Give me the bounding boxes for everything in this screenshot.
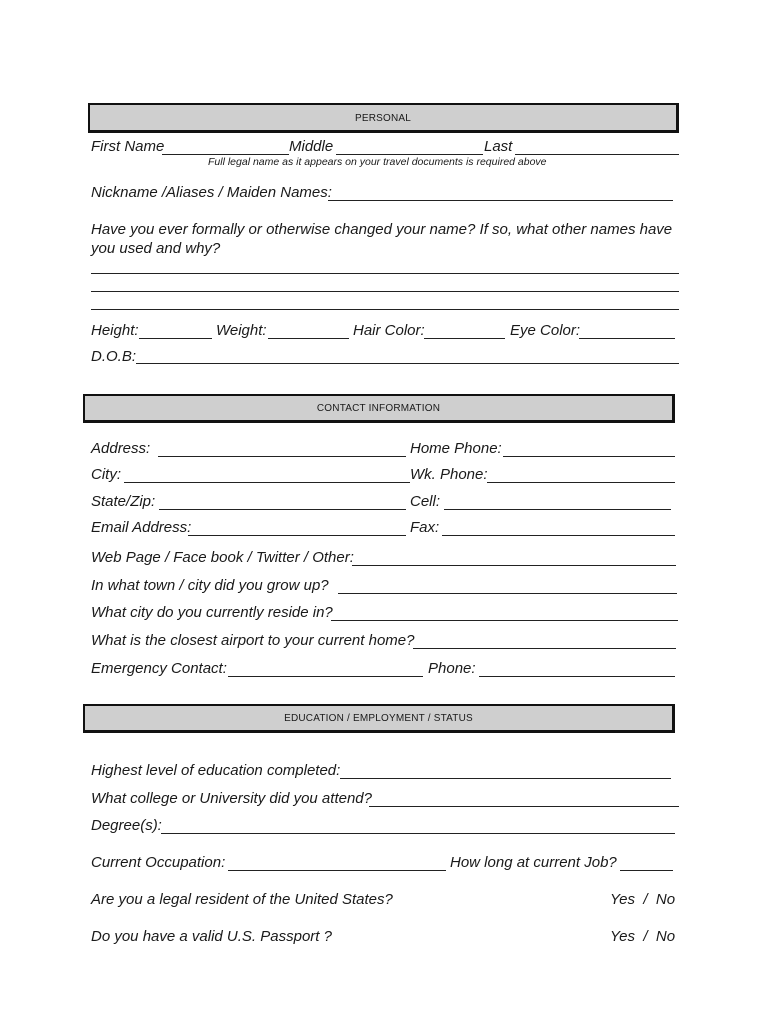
grow-up-label: In what town / city did you grow up? [91, 577, 329, 594]
highest-education-line[interactable] [340, 778, 671, 779]
fax-line[interactable] [442, 535, 675, 536]
cell-label: Cell: [410, 493, 441, 510]
changed-name-question-line2: you used and why? [91, 240, 221, 257]
reside-line[interactable] [331, 620, 678, 621]
work-phone-label: Wk. Phone: [410, 466, 488, 483]
changed-name-question-line1: Have you ever formally or otherwise changed your name? If so, what other names have [91, 221, 673, 238]
hair-color-label: Hair Color: [353, 322, 425, 339]
passport-question: Do you have a valid U.S. Passport ? [91, 928, 332, 945]
dob-label: D.O.B: [91, 348, 137, 365]
reside-label: What city do you currently reside in? [91, 604, 333, 621]
email-line[interactable] [188, 535, 406, 536]
legal-resident-question: Are you a legal resident of the United States? [91, 891, 393, 908]
emergency-phone-line[interactable] [479, 676, 675, 677]
occupation-line[interactable] [228, 870, 446, 871]
last-name-label: Last [484, 138, 513, 155]
fax-label: Fax: [410, 519, 440, 536]
home-phone-line[interactable] [503, 456, 675, 457]
changed-name-answer-line[interactable] [91, 309, 679, 310]
middle-name-line[interactable] [336, 154, 483, 155]
changed-name-answer-line[interactable] [91, 273, 679, 274]
section-header-contact [83, 394, 675, 423]
airport-line[interactable] [413, 648, 676, 649]
first-name-line[interactable] [162, 154, 289, 155]
college-label: What college or University did you attend? [91, 790, 372, 807]
home-phone-label: Home Phone: [410, 440, 502, 457]
email-label: Email Address: [91, 519, 192, 536]
state-zip-label: State/Zip: [91, 493, 156, 510]
job-duration-label: How long at current Job? [450, 854, 617, 871]
legal-name-note: Full legal name as it appears on your travel documents is required above [208, 156, 547, 168]
nickname-line[interactable] [328, 200, 673, 201]
emergency-contact-line[interactable] [228, 676, 423, 677]
work-phone-line[interactable] [487, 482, 675, 483]
airport-label: What is the closest airport to your current home? [91, 632, 415, 649]
address-label: Address: [91, 440, 151, 457]
city-line[interactable] [124, 482, 410, 483]
nickname-label: Nickname /Aliases / Maiden Names: [91, 184, 332, 201]
section-header-education [83, 704, 675, 733]
dob-line[interactable] [136, 363, 679, 364]
state-zip-line[interactable] [159, 509, 406, 510]
legal-resident-options[interactable]: Yes / No [610, 891, 676, 908]
weight-line[interactable] [268, 338, 349, 339]
eye-color-line[interactable] [579, 338, 675, 339]
college-line[interactable] [369, 806, 679, 807]
section-title: CONTACT INFORMATION [316, 403, 441, 414]
section-title: PERSONAL [354, 113, 412, 124]
hair-color-line[interactable] [424, 338, 505, 339]
middle-name-label: Middle [289, 138, 334, 155]
height-line[interactable] [139, 338, 212, 339]
cell-line[interactable] [444, 509, 671, 510]
first-name-label: First Name [91, 138, 165, 155]
web-page-label: Web Page / Face book / Twitter / Other: [91, 549, 354, 566]
degrees-line[interactable] [161, 833, 675, 834]
section-header-personal [88, 103, 679, 133]
highest-education-label: Highest level of education completed: [91, 762, 341, 779]
emergency-phone-label: Phone: [428, 660, 476, 677]
grow-up-line[interactable] [338, 593, 677, 594]
weight-label: Weight: [216, 322, 267, 339]
passport-options[interactable]: Yes / No [610, 928, 676, 945]
city-label: City: [91, 466, 121, 483]
address-line[interactable] [158, 456, 406, 457]
height-label: Height: [91, 322, 139, 339]
web-page-line[interactable] [352, 565, 676, 566]
last-name-line[interactable] [515, 154, 679, 155]
section-title: EDUCATION / EMPLOYMENT / STATUS [284, 713, 473, 724]
job-duration-line[interactable] [620, 870, 673, 871]
eye-color-label: Eye Color: [510, 322, 581, 339]
emergency-contact-label: Emergency Contact: [91, 660, 227, 677]
occupation-label: Current Occupation: [91, 854, 226, 871]
degrees-label: Degree(s): [91, 817, 162, 834]
changed-name-answer-line[interactable] [91, 291, 679, 292]
